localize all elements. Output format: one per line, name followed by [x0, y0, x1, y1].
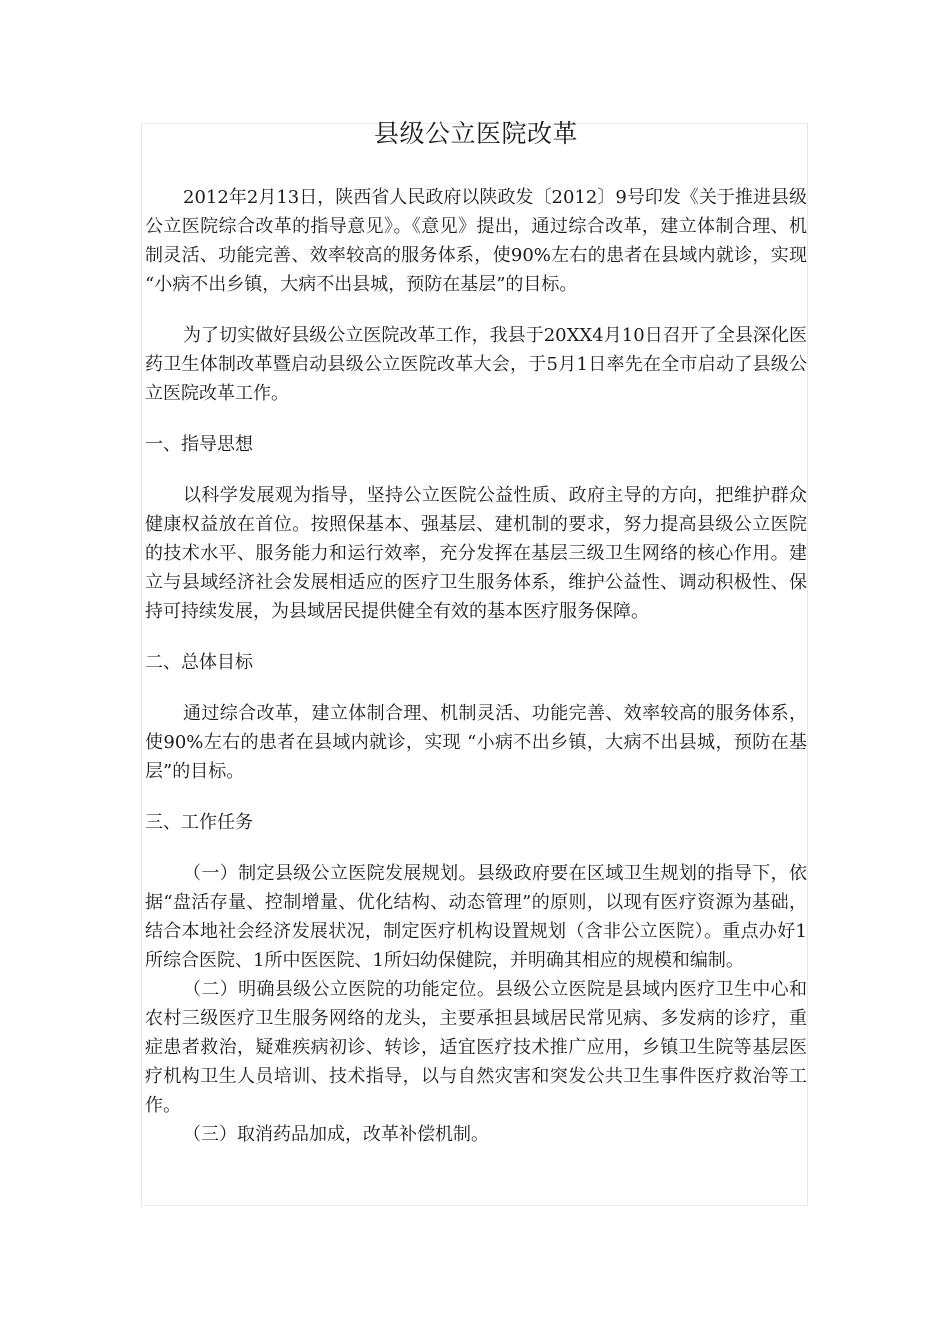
section-3-paragraph-3: （三）取消药品加成，改革补偿机制。 — [183, 1124, 489, 1145]
section-3-paragraph-2: （二）明确县级公立医院的功能定位。县级公立医院是县域内医疗卫生中心和农村三级医疗卫生服务网络的龙头，主要承担县域居民常见病、多发病的诊疗，重症患者救治，疑难疾病初诊、转诊，适宜医疗技术推广应用，乡镇卫生院等基层医疗机构卫生人员培训、技术指导，以与自然灾害和突发公共卫生事件医疗救治等工作。 — [145, 979, 807, 1116]
intro-paragraph-2: 为了切实做好县级公立医院改革工作，我县于20XX4月10日召开了全县深化医药卫生体制改革暨启动县级公立医院改革大会，于5月1日率先在全市启动了县级公立医院改革工作。 — [145, 325, 807, 404]
section-heading-overall-goal: 二、总体目标 — [145, 652, 253, 673]
intro-paragraph-1: 2012年2月13日，陕西省人民政府以陕政发〔2012〕9号印发《关于推进县级公立医院综合改革的指导意见》。《意见》提出，通过综合改革，建立体制合理、机制灵活、功能完善、效率较高的服务体系，使90%左右的患者在县域内就诊，实现 “小病不出乡镇，大病不出县城，预防在基层”的目标。 — [145, 187, 807, 295]
section-2-paragraph-1: 通过综合改革，建立体制合理、机制灵活、功能完善、效率较高的服务体系，使90%左右的患者在县域内就诊，实现 “小病不出乡镇，大病不出县城，预防在基层”的目标。 — [145, 703, 807, 782]
section-1-paragraph-1: 以科学发展观为指导，坚持公立医院公益性质、政府主导的方向，把维护群众健康权益放在首位。按照保基本、强基层、建机制的要求，努力提高县级公立医院的技术水平、服务能力和运行效率，充分发挥在基层三级卫生网络的核心作用。建立与县域经济社会发展相适应的医疗卫生服务体系，维护公益性、调动积极性、保持可持续发展，为县域居民提供健全有效的基本医疗服务保障。 — [145, 485, 807, 622]
document-body — [145, 112, 807, 1149]
section-heading-guiding-ideology: 一、指导思想 — [145, 434, 253, 455]
document-title: 县级公立医院改革 — [373, 119, 578, 148]
section-heading-work-tasks: 三、工作任务 — [145, 812, 253, 833]
section-3-paragraph-1: （一）制定县级公立医院发展规划。县级政府要在区域卫生规划的指导下，依据“盘活存量、控制增量、优化结构、动态管理”的原则，以现有医疗资源为基础，结合本地社会经济发展状况，制定医疗机构设置规划（含非公立医院）。重点办好1所综合医院、1所中医医院、1所妇幼保健院，并明确其相应的规模和编制。 — [145, 863, 807, 971]
